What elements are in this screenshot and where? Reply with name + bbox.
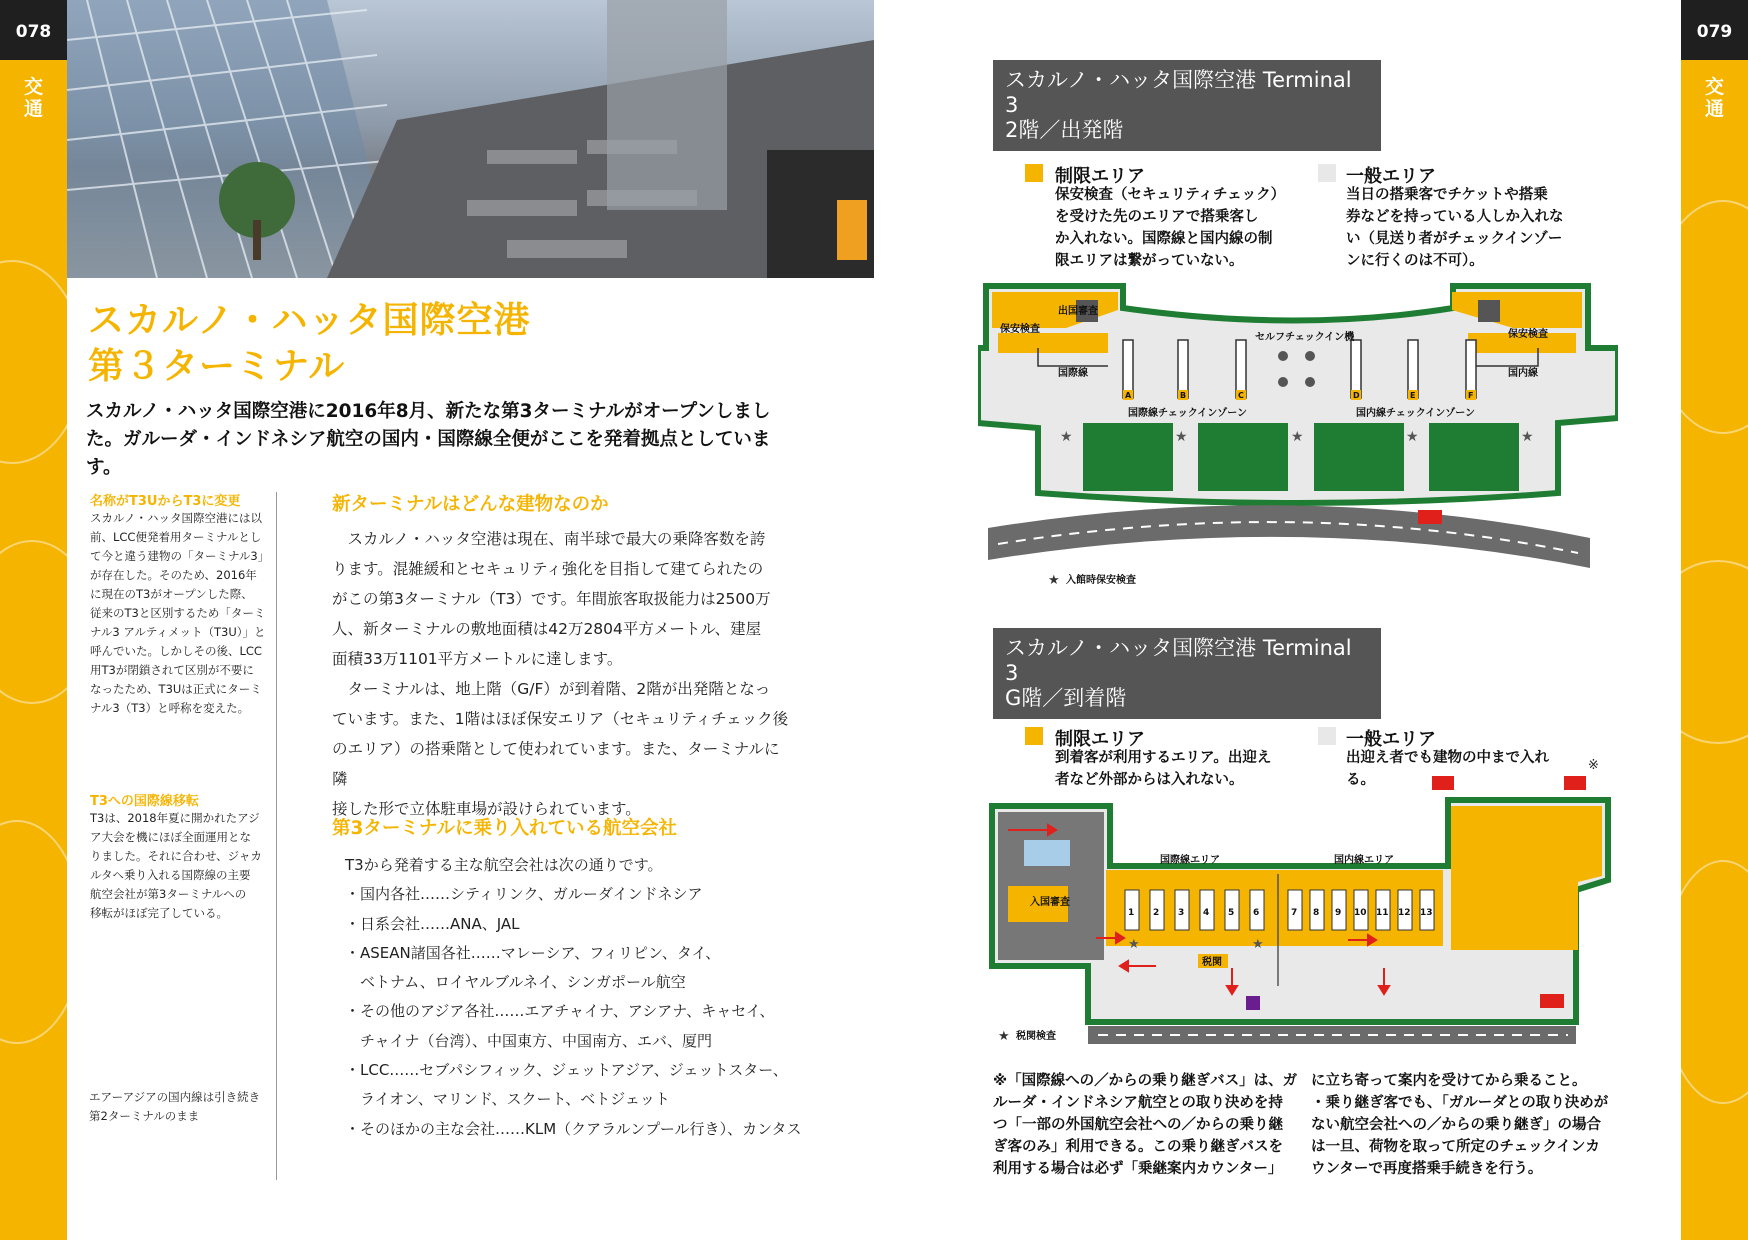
note-text-line: ・乗り継ぎ客でも、「ガルーダとの取り決めが: [1311, 1095, 1609, 1111]
note-text-line: ウンターで再度搭乗手続きを行う。: [1311, 1161, 1543, 1177]
sidebar-text-line: に現在のT3がオープンした際、: [90, 587, 253, 601]
footnote-line: エアーアジアの国内線は引き続き: [89, 1090, 261, 1104]
carousel-number: 11: [1376, 908, 1389, 918]
legend-general-title: 一般エリア: [1346, 166, 1436, 187]
svg-text:★: ★: [1291, 429, 1304, 445]
legend-star-label: 税関検査: [1016, 1031, 1056, 1042]
note-text-line: ない航空会社への／からの乗り継ぎ」の場合: [1311, 1117, 1601, 1133]
svg-text:★: ★: [1406, 429, 1419, 445]
sidebar-text-line: ナル3（T3）と呼称を変えた。: [90, 701, 250, 715]
legend-text-line: 者など外部からは入れない。: [1055, 772, 1244, 788]
general-area-swatch: [1318, 164, 1336, 182]
svg-text:★: ★: [1521, 429, 1534, 445]
label-intl-area: 国際線エリア: [1160, 855, 1220, 866]
carousel-number: 1: [1128, 908, 1135, 918]
sidebar-footnote: [89, 1088, 260, 1126]
restricted-area-swatch: [1025, 164, 1043, 182]
sidebar-note-1: [90, 490, 270, 718]
sidebar-note-2: [90, 790, 270, 923]
map-header-arrival: [993, 628, 1381, 719]
arrival-floor-plan: [988, 770, 1618, 1050]
airline-list-item: ・国内各社……シティリンク、ガルーダインドネシア: [345, 885, 703, 904]
legend-text-line: 券などを持っている人しか入れな: [1346, 209, 1564, 225]
sidebar-text-line: て今と違う建物の「ターミナル3」: [90, 549, 270, 563]
asterisk-mark: ※: [1588, 758, 1599, 773]
carousel-number: 13: [1420, 908, 1433, 918]
sidebar-text: [90, 509, 270, 718]
note-text-line: つ「一部の外国航空会社への／からの乗り継: [993, 1117, 1283, 1133]
right-side-band: [1681, 0, 1748, 1240]
section-tab-char: 交: [1704, 76, 1724, 98]
legend-text-line: ンに行くのは不可）。: [1346, 253, 1484, 269]
legend-text-line: 当日の搭乗客でチケットや搭乗: [1346, 187, 1548, 203]
title-line: 第３ターミナル: [88, 346, 346, 387]
note-text-line: ※「国際線への／からの乗り継ぎバス」は、ガ: [993, 1073, 1298, 1089]
body-text-line: がこの第3ターミナル（T3）です。年間旅客取扱能力は2500万: [332, 590, 771, 608]
sidebar-text-line: ア大会を機にほぼ全面運用とな: [90, 830, 251, 844]
body-text-line: 面積33万1101平方メートルに達します。: [332, 650, 623, 668]
carousel-number: 12: [1398, 908, 1411, 918]
lead-paragraph: スカルノ・ハッタ国際空港に2016年8月、新たな第3ターミナルがオープンしました。ガルーダ・インドネシア航空の国内・国際線全便がここを発着拠点としています。: [86, 401, 771, 478]
article-title: [88, 298, 531, 390]
map-pattern: [1681, 200, 1748, 434]
general-area-swatch: [1318, 727, 1336, 745]
carousel-number: 6: [1253, 908, 1260, 918]
airline-list-item: チャイナ（台湾）、中国東方、中国南方、エバ、厦門: [345, 1031, 713, 1050]
page-number-right: 079: [1681, 0, 1748, 60]
sidebar-heading: 名称がT3UからT3に変更: [90, 494, 241, 509]
legend-text-line: い（見送り者がチェックインゾー: [1346, 231, 1563, 247]
sidebar-text-line: ナル3 アルティメット（T3U）」と: [90, 625, 266, 639]
sidebar-text-line: ルタへ乗り入れる国際線の主要: [90, 868, 251, 882]
map-pattern: [1681, 560, 1748, 744]
note-text-line: は一旦、荷物を取って所定のチェックインカ: [1311, 1139, 1600, 1155]
sidebar-text-line: が存在した。そのため、2016年: [90, 568, 257, 582]
airline-list-item: T3から発着する主な航空会社は次の通りです。: [345, 856, 663, 874]
svg-text:★: ★: [1175, 429, 1188, 445]
airline-list: [345, 851, 801, 1144]
counter-label: F: [1468, 391, 1474, 400]
title-line: スカルノ・ハッタ国際空港: [88, 300, 531, 341]
carousel-number: 5: [1228, 908, 1235, 918]
body-text-line: ています。また、1階はほぼ保安エリア（セキュリティチェック後: [332, 710, 789, 728]
left-side-band: [0, 0, 67, 1240]
body-text-line: ります。混雑緩和とセキュリティ強化を目指して建てられたの: [332, 560, 764, 578]
legend-restricted-desc: [1055, 184, 1285, 272]
map-pattern: [1681, 860, 1748, 1104]
label-self-checkin: セルフチェックイン機: [1255, 332, 1355, 343]
sidebar-heading: T3への国際線移転: [90, 794, 199, 809]
note-text-line: 利用する場合は必ず「乗継案内カウンター」: [993, 1161, 1283, 1177]
airline-list-item: ・LCC……セブパシフィック、ジェットアジア、ジェットスター、: [345, 1061, 788, 1080]
label-domestic: 国内線: [1508, 368, 1538, 379]
note-text-line: に立ち寄って案内を受けてから乗ること。: [1311, 1073, 1587, 1089]
counter-label: E: [1410, 391, 1416, 400]
sidebar-text-line: T3は、2018年夏に開かれたアジ: [90, 811, 260, 825]
body-text-line: ターミナルは、地上階（G/F）が到着階、2階が出発階となっ: [332, 680, 771, 698]
sidebar-text-line: 従来のT3と区別するため「ターミ: [90, 606, 266, 620]
section-tab-char: 通: [1704, 98, 1724, 120]
star-icon: ★: [1048, 573, 1060, 588]
legend-restricted-title: 制限エリア: [1055, 166, 1145, 187]
sidebar-text-line: 前、LCC便発着用ターミナルとし: [90, 530, 262, 544]
page-number-left: 078: [0, 0, 67, 60]
svg-text:★: ★: [1252, 937, 1264, 952]
star-icon: ★: [998, 1029, 1010, 1044]
sidebar-text-line: 用T3が閉鎖されて区別が不要に: [90, 663, 254, 677]
legend-text-line: 出迎え者でも建物の中まで入れ: [1346, 750, 1549, 766]
legend-general-title: 一般エリア: [1346, 729, 1436, 750]
label-dom-area: 国内線エリア: [1334, 855, 1394, 866]
counter-label: B: [1180, 391, 1187, 400]
section-tab-right: [1681, 76, 1748, 120]
sidebar-text-line: 呼んでいた。しかしその後、LCC: [90, 644, 262, 658]
label-immigration-in: 入国審査: [1030, 897, 1070, 908]
legend-star-label: 入館時保安検査: [1066, 575, 1136, 586]
transfer-note-left: [993, 1070, 1297, 1180]
terminal-interior-photo: [67, 0, 874, 278]
body-text-line: スカルノ・ハッタ空港は現在、南半球で最大の乗降客数を誇: [332, 530, 766, 548]
section-tab-char: 通: [23, 98, 43, 120]
section-heading: 新ターミナルはどんな建物なのか: [332, 494, 609, 515]
carousel-number: 3: [1178, 908, 1185, 918]
body-text-line: 接した形で立体駐車場が設けられています。: [332, 800, 641, 818]
legend-text-line: か入れない。国際線と国内線の制: [1055, 231, 1273, 247]
map-pattern: [0, 260, 67, 464]
counter-label: D: [1353, 391, 1360, 400]
body-text-line: のエリア）の搭乗階として使われています。また、ターミナルに隣: [332, 740, 780, 788]
counter-label: C: [1238, 391, 1244, 400]
legend-text-line: る。: [1346, 772, 1375, 788]
restricted-area-swatch: [1025, 727, 1043, 745]
map-header-line: スカルノ・ハッタ国際空港 Terminal 3: [1005, 68, 1352, 117]
carousel-number: 10: [1354, 908, 1367, 918]
airline-list-item: ライオン、マリンド、スクート、ベトジェット: [345, 1090, 670, 1109]
map-pattern: [0, 540, 67, 704]
sidebar-text-line: なったため、T3Uは正式にターミ: [90, 682, 262, 696]
airline-list-item: ・そのほかの主な会社……KLM（クアラルンプール行き）、カンタス: [345, 1119, 802, 1138]
column-divider: [276, 492, 277, 1180]
carousel-number: 4: [1203, 908, 1210, 918]
footnote-line: 第2ターミナルのまま: [89, 1109, 200, 1123]
legend-text-line: 限エリアは繋がっていない。: [1055, 253, 1244, 269]
sidebar-text-line: スカルノ・ハッタ国際空港には以: [90, 511, 263, 525]
note-text-line: ルーダ・インドネシア航空との取り決めを持: [993, 1095, 1283, 1111]
carousel-number: 8: [1313, 908, 1320, 918]
carousel-number: 9: [1335, 908, 1342, 918]
legend-text-line: 到着客が利用するエリア。出迎え: [1055, 750, 1272, 766]
sidebar-text: [90, 809, 270, 923]
legend-text-line: 保安検査（セキュリティチェック）: [1055, 187, 1286, 203]
airline-list-item: ・その他のアジア各社……エアチャイナ、アシアナ、キャセイ、: [345, 1002, 775, 1021]
section-body: [332, 524, 792, 824]
svg-text:★: ★: [1128, 937, 1140, 952]
map-header-line: G階／到着階: [1005, 686, 1127, 710]
departure-floor-plan: [978, 278, 1618, 598]
label-intl-checkin-zone: 国際線チェックインゾーン: [1128, 408, 1247, 419]
map-header-line: 2階／出発階: [1005, 118, 1124, 142]
sidebar-text-line: りました。それに合わせ、ジャカ: [90, 849, 262, 863]
airline-list-item: ベトナム、ロイヤルブルネイ、シンガポール航空: [345, 973, 686, 992]
label-security-left: 保安検査: [1000, 324, 1040, 335]
map-header-departure: [993, 60, 1381, 151]
airline-list-item: ・ASEAN諸国各社……マレーシア、フィリピン、タイ、: [345, 943, 721, 962]
airline-list-item: ・日系会社……ANA、JAL: [345, 914, 520, 933]
label-security-right: 保安検査: [1508, 329, 1548, 340]
section-heading: 第3ターミナルに乗り入れている航空会社: [332, 818, 677, 839]
carousel-number: 7: [1291, 908, 1298, 918]
legend-general-desc: [1346, 184, 1564, 272]
section-tab-char: 交: [23, 76, 43, 98]
svg-text:★: ★: [1060, 429, 1073, 445]
map-header-line: スカルノ・ハッタ国際空港 Terminal 3: [1005, 636, 1352, 685]
label-immigration-out: 出国審査: [1058, 306, 1098, 317]
carousel-number: 2: [1153, 908, 1160, 918]
map-pattern: [0, 820, 67, 1044]
label-dom-checkin-zone: 国内線チェックインゾーン: [1356, 408, 1475, 419]
legend-restricted-title: 制限エリア: [1055, 729, 1145, 750]
legend-text-line: を受けた先のエリアで搭乗客し: [1055, 209, 1259, 225]
note-text-line: ぎ客のみ」利用できる。この乗り継ぎバスを: [993, 1139, 1283, 1155]
section-tab-left: [0, 76, 67, 120]
counter-label: A: [1125, 391, 1132, 400]
label-customs: 税関: [1202, 957, 1222, 968]
sidebar-text-line: 航空会社が第3ターミナルへの: [90, 887, 247, 901]
body-text-line: 人、新ターミナルの敷地面積は42万2804平方メートル、建屋: [332, 620, 762, 638]
sidebar-text-line: 移転がほぼ完了している。: [90, 906, 228, 920]
label-international: 国際線: [1058, 368, 1088, 379]
transfer-note-right: [1311, 1070, 1608, 1180]
